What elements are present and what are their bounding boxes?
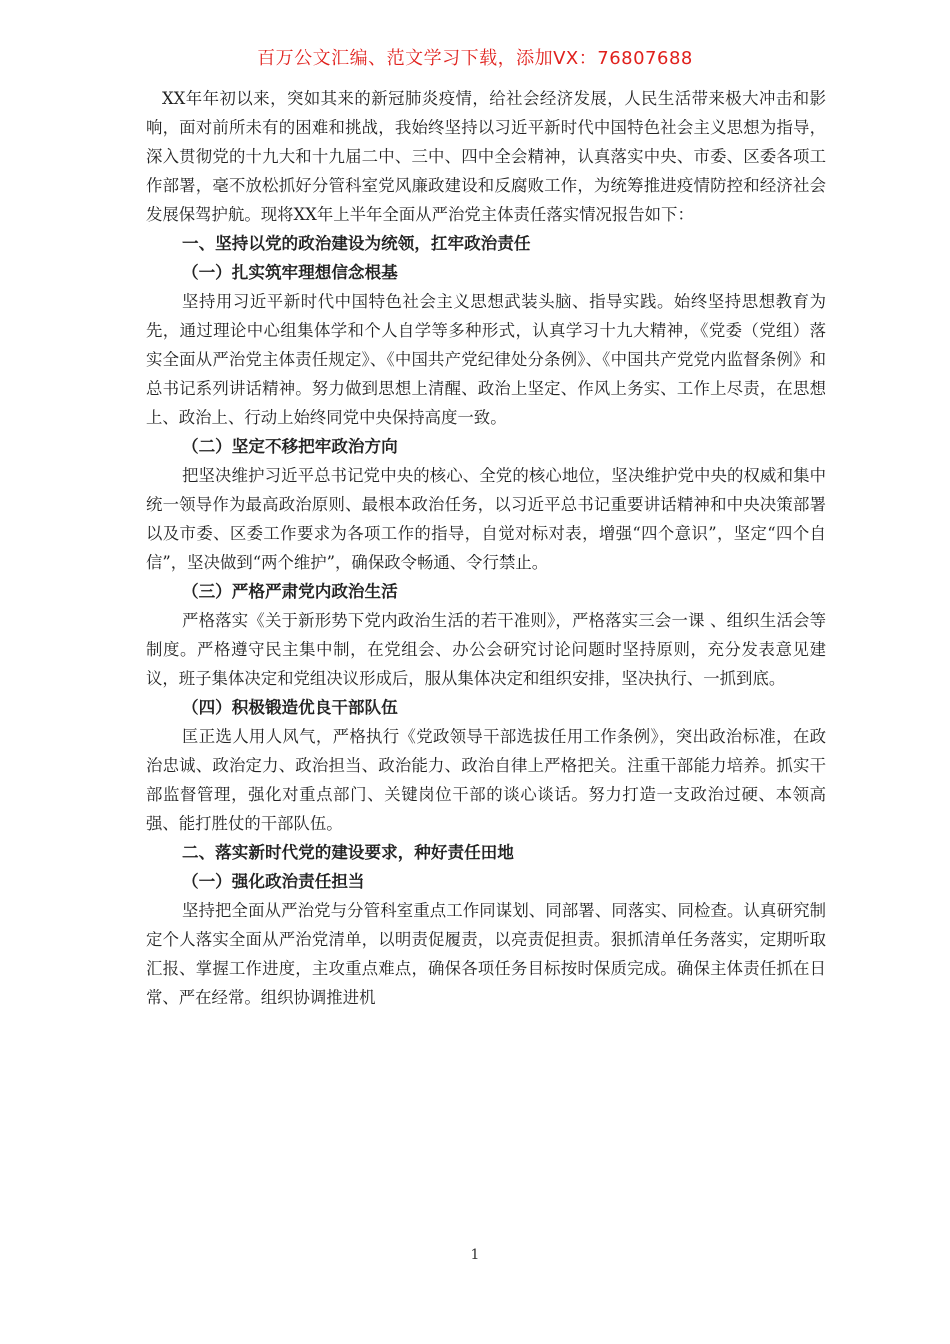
intro-paragraph: XX年年初以来，突如其来的新冠肺炎疫情，给社会经济发展，人民生活带来极大冲击和影响，面对前所未有的困难和挑战，我始终坚持以习近平新时代中国特色社会主义思想为指导，深入贯彻党的十九大和十九届二中、三中、四中全会精神，认真落实中央、市委、区委各项工作部署，毫不放松抓好分管科室党风廉政建设和反腐败工作，为统筹推进疫情防控和经济社会发展保驾护航。现将XX年上半年全面从严治党主体责任落实情况报告如下：	[146, 89, 826, 224]
subsection-heading-1-1: （一）扎实筑牢理想信念根基	[182, 263, 398, 282]
paragraph-1-1: 坚持用习近平新时代中国特色社会主义思想武装头脑、指导实践。始终坚持思想教育为先，通过理论中心组集体学和个人自学等多种形式，认真学习十九大精神，《党委（党组）落实全面从严治党主体责任规定》、《中国共产党纪律处分条例》、《中国共产党党内监督条例》和总书记系列讲话精神。努力做到思想上清醒、政治上坚定、作风上务实、工作上尽责，在思想上、政治上、行动上始终同党中央保持高度一致。	[146, 292, 826, 427]
paragraph-2-1: 坚持把全面从严治党与分管科室重点工作同谋划、同部署、同落实、同检查。认真研究制定个人落实全面从严治党清单，以明责促履责，以亮责促担责。狠抓清单任务落实，定期听取汇报、掌握工作进度，主攻重点难点，确保各项任务目标按时保质完成。确保主体责任抓在日常、严在经常。组织协调推进机	[146, 901, 826, 1007]
subsection-heading-1-2: （二）坚定不移把牢政治方向	[182, 437, 398, 456]
subsection-heading-2-1: （一）强化政治责任担当	[182, 872, 365, 891]
paragraph-1-3: 严格落实《关于新形势下党内政治生活的若干准则》，严格落实三会一课 、组织生活会等制度。严格遵守民主集中制，在党组会、办公会研究讨论问题时坚持原则，充分发表意见建议，班子集体决定和党组决议形成后，服从集体决定和组织安排，坚决执行、一抓到底。	[146, 611, 826, 688]
section-heading-2: 二、落实新时代党的建设要求，种好责任田地	[182, 843, 514, 862]
document-body	[146, 84, 826, 1012]
watermark-banner: 百万公文汇编、范文学习下载，添加VX：76807688	[257, 48, 693, 69]
page-number: 1	[470, 1247, 480, 1263]
section-heading-1: 一、坚持以党的政治建设为统领，扛牢政治责任	[182, 234, 531, 253]
subsection-heading-1-3: （三）严格严肃党内政治生活	[182, 582, 398, 601]
paragraph-1-2: 把坚决维护习近平总书记党中央的核心、全党的核心地位，坚决维护党中央的权威和集中统一领导作为最高政治原则、最根本政治任务，以习近平总书记重要讲话精神和中央决策部署以及市委、区委工作要求为各项工作的指导，自觉对标对表，增强“四个意识”，坚定“四个自信”，坚决做到“两个维护”，确保政令畅通、令行禁止。	[146, 466, 826, 572]
subsection-heading-1-4: （四）积极锻造优良干部队伍	[182, 698, 398, 717]
paragraph-1-4: 匡正选人用人风气，严格执行《党政领导干部选拔任用工作条例》，突出政治标准，在政治忠诚、政治定力、政治担当、政治能力、政治自律上严格把关。注重干部能力培养。抓实干部监督管理，强化对重点部门、关键岗位干部的谈心谈话。努力打造一支政治过硬、本领高强、能打胜仗的干部队伍。	[146, 727, 826, 833]
